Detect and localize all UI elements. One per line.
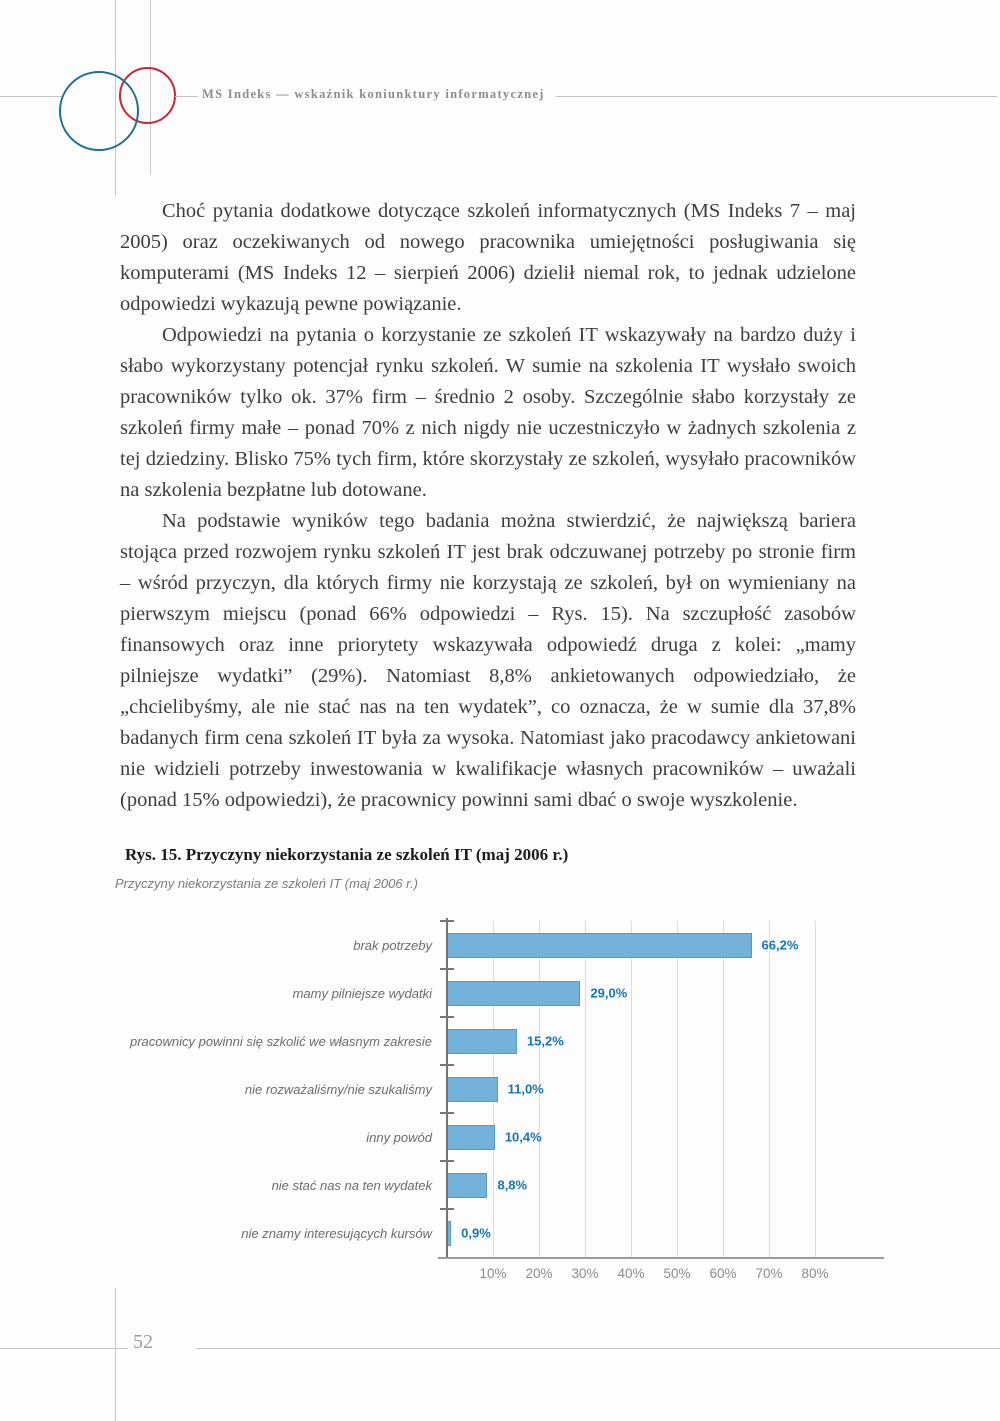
bar-track <box>447 933 895 958</box>
category-label: pracownicy powinni się szkolić we własnym zakresie <box>130 1033 432 1049</box>
x-axis-tick-label: 50% <box>663 1266 691 1281</box>
header-rule-middle <box>175 96 198 97</box>
chart-row <box>115 1065 895 1113</box>
bar-track <box>447 1173 895 1198</box>
value-label: 29,0% <box>590 985 628 1001</box>
bar-chart <box>115 921 895 1293</box>
category-label: nie znamy interesujących kursów <box>241 1225 432 1241</box>
chart-x-axis <box>438 1257 884 1259</box>
y-axis-tick <box>440 920 454 922</box>
y-axis-tick <box>440 1112 454 1114</box>
bar <box>447 1077 498 1102</box>
bar <box>447 1173 487 1198</box>
footer-rule-left <box>0 1348 128 1349</box>
chart-row <box>115 1161 895 1209</box>
bar <box>447 981 580 1006</box>
y-axis-tick <box>440 1208 454 1210</box>
bar-track <box>447 981 895 1006</box>
x-axis-tick-label: 60% <box>709 1266 737 1281</box>
y-axis-tick <box>440 1160 454 1162</box>
chart-row <box>115 969 895 1017</box>
x-axis-tick-label: 80% <box>801 1266 829 1281</box>
header-rule-right <box>556 96 997 97</box>
value-label: 8,8% <box>497 1177 528 1193</box>
bar <box>447 1125 495 1150</box>
x-axis-tick-label: 40% <box>617 1266 645 1281</box>
value-label: 11,0% <box>507 1081 544 1097</box>
category-label: nie rozważaliśmy/nie szukaliśmy <box>244 1081 432 1097</box>
x-axis-tick-label: 10% <box>479 1266 507 1281</box>
chart-row <box>115 1209 895 1257</box>
y-axis-tick <box>440 1016 454 1018</box>
bar-track <box>447 1077 895 1102</box>
y-axis-tick <box>440 968 454 970</box>
footer-rule-right <box>196 1348 1000 1349</box>
y-axis-tick <box>440 1064 454 1066</box>
value-label: 15,2% <box>526 1033 564 1049</box>
bar-track <box>447 1221 895 1246</box>
paragraph-1: Choć pytania dodatkowe dotyczące szkoleń informatycznych (MS Indeks 7 – maj 2005) oraz oczekiwanych od nowego pracownika umiejętności posługiwania się komputerami (MS Indeks 12 – sierpień 2006) dzielił niemal rok, to jednak udzielone odpowiedzi wykazują pewne powiązanie. <box>120 200 856 315</box>
bar <box>447 933 752 958</box>
category-label: inny powód <box>366 1129 432 1145</box>
value-label: 0,9% <box>461 1225 491 1241</box>
bar-track <box>447 1125 895 1150</box>
paragraph-2: Odpowiedzi na pytania o korzystanie ze szkoleń IT wskazywały na bardzo duży i słabo wykorzystany potencjał rynku szkoleń. W sumie na szkolenia IT wysłało swoich pracowników tylko ok. 37% firm – średnio 2 osoby. Szczególnie słabo korzystały ze szkoleń firmy małe – ponad 70% z nich nigdy nie uczestniczyło w żadnych szkolenia z tej dziedziny. Blisko 75% tych firm, które skorzystały ze szkoleń, wysyłało pracowników na szkolenia bezpłatne lub dotowane. <box>120 324 856 501</box>
decor-vertical-line-bottom <box>115 1288 116 1421</box>
header-rule-left <box>0 96 62 97</box>
chart-row <box>115 1017 895 1065</box>
x-axis-tick-label: 70% <box>755 1266 783 1281</box>
category-label: mamy pilniejsze wydatki <box>292 985 432 1001</box>
logo-blue-circle-icon <box>59 71 139 151</box>
bar-track <box>447 1029 895 1054</box>
x-axis-tick-label: 30% <box>571 1266 599 1281</box>
value-label: 10,4% <box>504 1129 542 1145</box>
paragraph-3: Na podstawie wyników tego badania można stwierdzić, że największą bariera stojąca przed rozwojem rynku szkoleń IT jest brak odczuwanej potrzeby po stronie firm – wśród przyczyn, dla których firmy nie korzystają ze szkoleń, był on wymieniany na pierwszym miejscu (ponad 66% odpowiedzi – Rys. 15). Na szczupłość zasobów finansowych oraz inne priorytety wskazywała odpowiedź druga z kolei: „mamy pilniejsze wydatki” (29%). Natomiast 8,8% ankietowanych odpowiedziało, że „chcielibyśmy, ale nie stać nas na ten wydatek”, co oznacza, że w sumie dla 37,8% badanych firm cena szkoleń IT była za wysoka. Natomiast jako pracodawcy ankietowani nie widzieli potrzeby inwestowania w kwalifikacje własnych pracowników – uważali (ponad 15% odpowiedzi), że pracownicy powinni sami dbać o swoje wyszkolenie. <box>120 510 856 811</box>
value-label: 66,2% <box>761 937 799 953</box>
chart-row <box>115 1113 895 1161</box>
figure-chart-title: Przyczyny niekorzystania ze szkoleń IT (maj 2006 r.) <box>115 876 418 891</box>
chart-rows <box>115 921 895 1257</box>
running-header-title: MS Indeks — wskaźnik koniunktury informatycznej <box>202 87 545 101</box>
body-text-block <box>120 196 856 816</box>
bar <box>447 1029 517 1054</box>
x-axis-tick-label: 20% <box>525 1266 553 1281</box>
category-label: brak potrzeby <box>353 937 432 953</box>
figure-caption: Rys. 15. Przyczyny niekorzystania ze szkoleń IT (maj 2006 r.) <box>125 845 569 864</box>
chart-row <box>115 921 895 969</box>
category-label: nie stać nas na ten wydatek <box>271 1177 432 1193</box>
page-number: 52 <box>133 1331 153 1353</box>
